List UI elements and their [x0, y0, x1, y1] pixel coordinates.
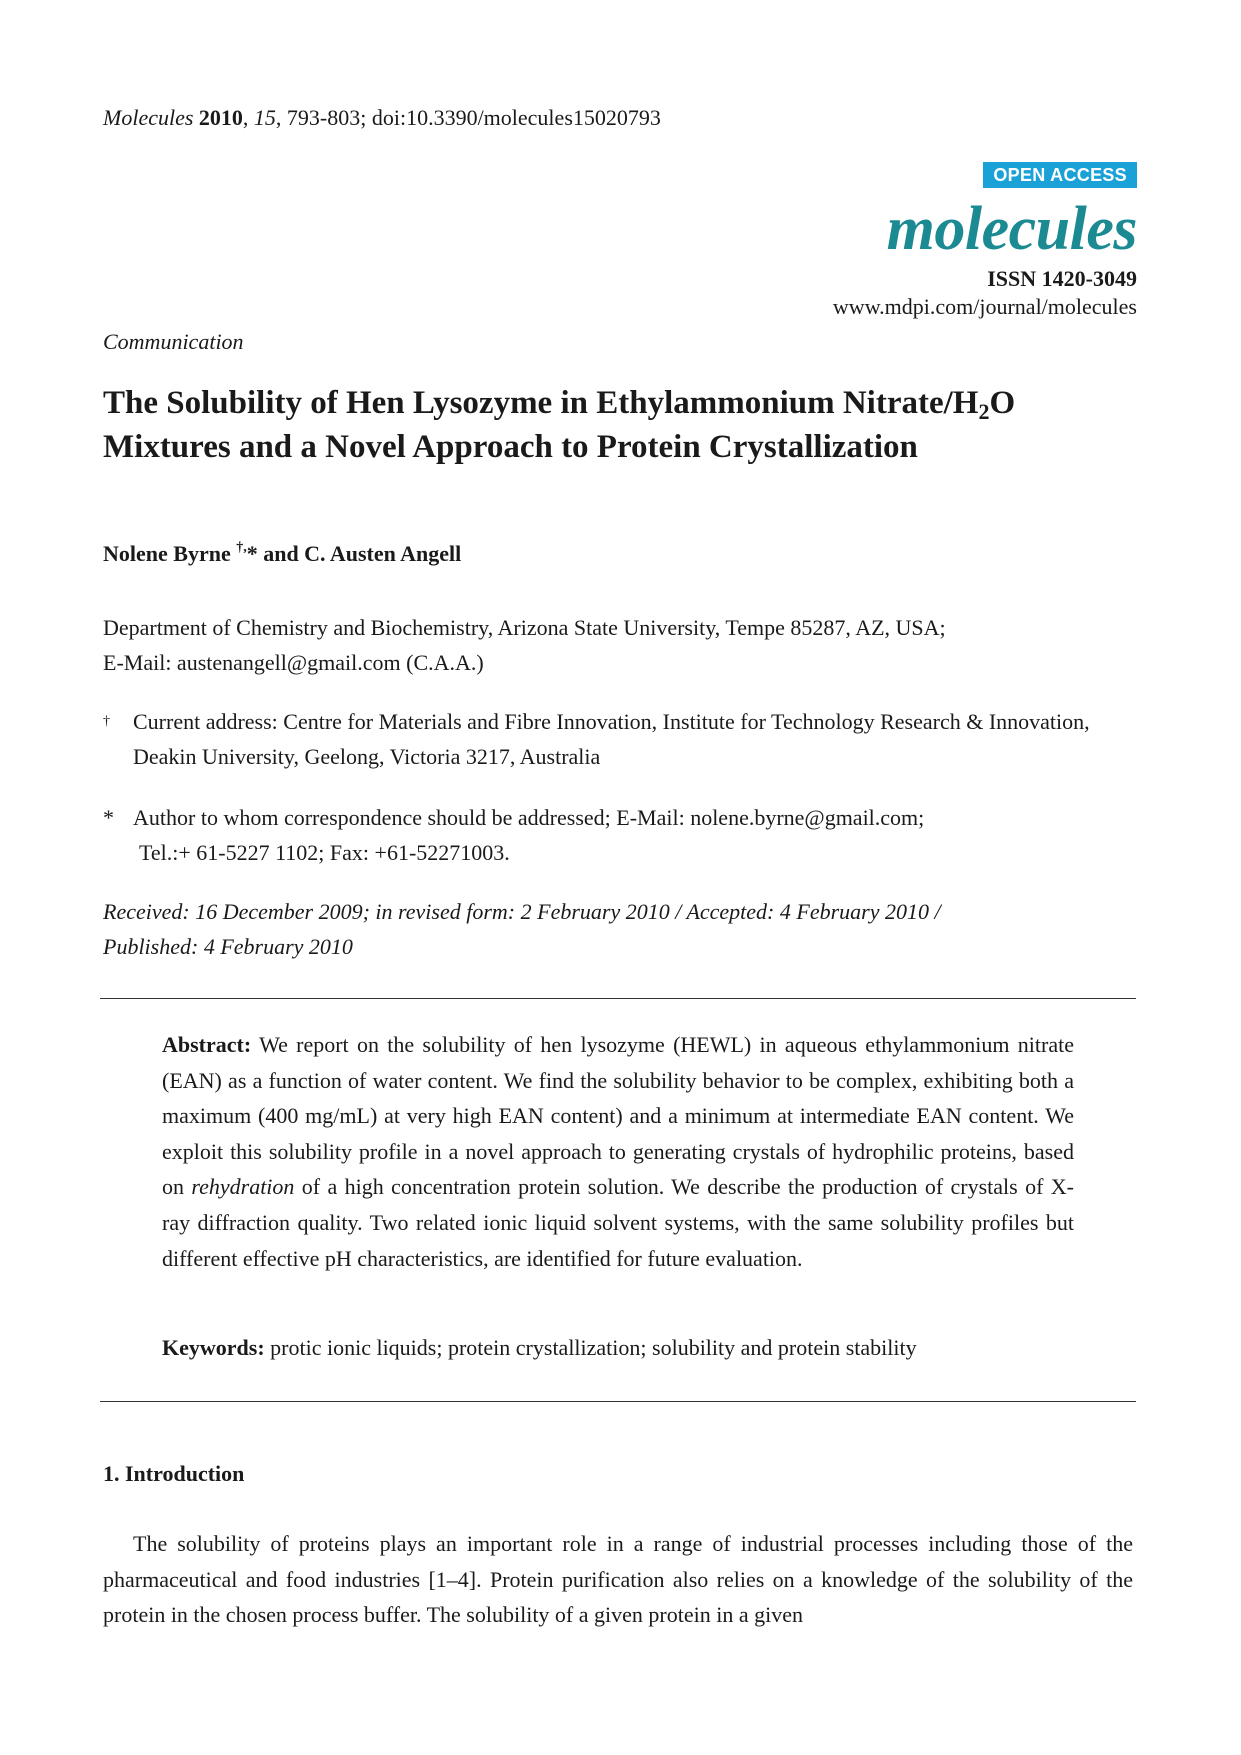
abstract-text-2: of a high concentration protein solution. We describe the production of crystals of X-ray diffraction quality. Two related ionic liquid solvent systems, with the same solubility profiles but different effective pH characteristics, are identified for future evaluation. — [162, 1174, 1074, 1271]
journal-url: www.mdpi.com/journal/molecules — [832, 294, 1137, 319]
abstract-text-1: We report on the solubility of hen lysozyme (HEWL) in aqueous ethylammonium nitrate (EAN) as a function of water content. We find the solubility behavior to be complex, exhibiting both a maximum (400 mg/mL) at very high EAN content) and a minimum at intermediate EAN content. We exploit this solubility profile in a novel approach to generating crystals of hydrophilic proteins, based on — [162, 1032, 1074, 1200]
title-part-1: The Solubility of Hen Lysozyme in Ethylammonium Nitrate/H — [103, 385, 979, 421]
keywords-label: Keywords: — [162, 1335, 265, 1360]
current-address-text: Current address: Centre for Materials and Fibre Innovation, Institute for Technology Research & Innovation, Deakin University, Geelong, Victoria 3217, Australia — [133, 709, 1090, 769]
correspondence-text — [133, 800, 1143, 870]
issn: ISSN 1420-3049 — [987, 266, 1137, 291]
correspondence-note — [103, 800, 1143, 870]
citation-volume: 15 — [253, 105, 276, 130]
introduction-text: The solubility of proteins plays an important role in a range of industrial processes including those of the pharmaceutical and food industries [1–4]. Protein purification also relies on a knowledge of the solubility of the protein in the chosen process buffer. The solubility of a given protein in a given — [103, 1531, 1133, 1628]
citation-pages-doi: , 793-803; doi:10.3390/molecules15020793 — [275, 105, 661, 130]
affiliation-line-1: Department of Chemistry and Biochemistry, Arizona State University, Tempe 85287, AZ, USA; — [103, 615, 946, 640]
dates-line-2: Published: 4 February 2010 — [103, 934, 353, 959]
affiliation — [103, 610, 1143, 680]
author-1-star: * — [246, 541, 258, 566]
affiliation-line-2: E-Mail: austenangell@gmail.com (C.A.A.) — [103, 650, 484, 675]
divider-top — [100, 998, 1136, 999]
journal-abbrev: Molecules — [103, 105, 194, 130]
author-connector: and C. Austen Angell — [257, 541, 462, 566]
correspondence-line-1: Author to whom correspondence should be addressed; E-Mail: nolene.byrne@gmail.com; — [133, 805, 925, 830]
citation-line: Molecules 2010, 15, 793-803; doi:10.3390/molecules15020793 — [103, 105, 661, 130]
keywords-text: protic ionic liquids; protein crystallization; solubility and protein stability — [264, 1335, 917, 1360]
abstract — [162, 1027, 1074, 1276]
author-list — [103, 540, 461, 568]
keywords — [162, 1334, 1074, 1362]
title-subscript: 2 — [978, 399, 990, 424]
article-title — [103, 381, 1143, 469]
abstract-emphasis: rehydration — [191, 1174, 295, 1200]
dagger-mark: † — [103, 714, 110, 729]
current-address-note — [103, 704, 1143, 774]
section-heading-introduction: 1. Introduction — [103, 1461, 245, 1486]
citation-year: 2010 — [198, 105, 243, 130]
publication-dates — [103, 894, 1143, 964]
dates-line-1: Received: 16 December 2009; in revised form: 2 February 2010 / Accepted: 4 February 2010 / — [103, 899, 941, 924]
open-access-badge: OPEN ACCESS — [983, 162, 1137, 188]
divider-bottom — [100, 1401, 1136, 1402]
title-part-2: O Mixtures and a Novel Approach to Protein Crystallization — [103, 385, 1016, 465]
correspondence-line-2: Tel.:+ 61-5227 1102; Fax: +61-52271003. — [139, 840, 510, 865]
introduction-paragraph — [103, 1526, 1133, 1633]
abstract-label: Abstract: — [162, 1032, 252, 1057]
journal-logo: molecules — [886, 195, 1137, 263]
star-mark: * — [103, 805, 114, 830]
author-1-marks: †, — [236, 540, 247, 555]
article-type: Communication — [103, 329, 244, 354]
author-1: Nolene Byrne — [103, 541, 231, 566]
